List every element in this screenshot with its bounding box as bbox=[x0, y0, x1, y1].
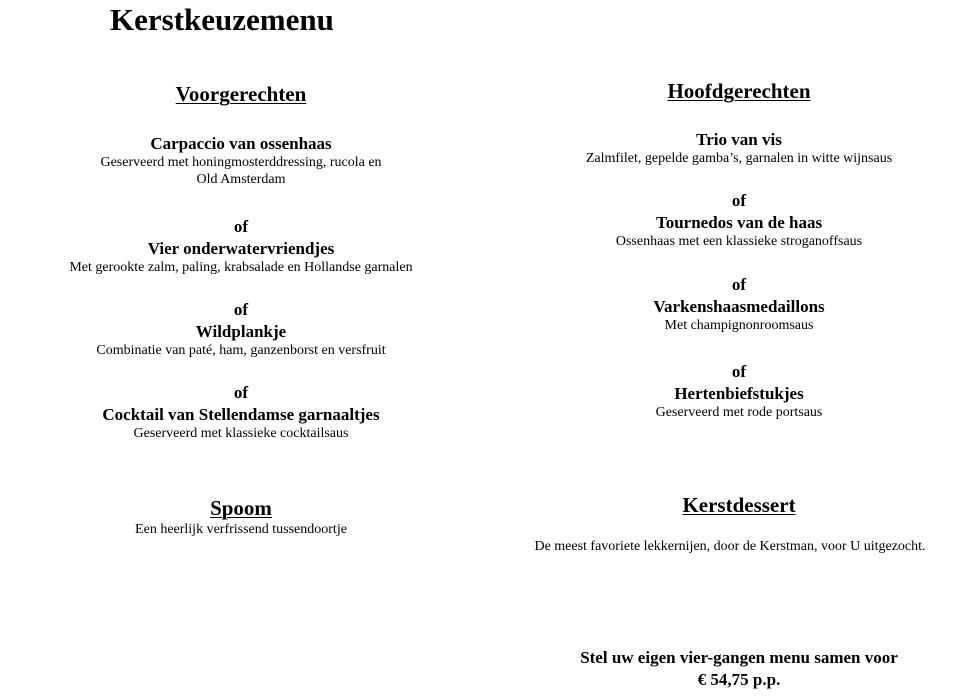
dish-description: Zalmfilet, gepelde gamba’s, garnalen in witte wijnsaus bbox=[585, 151, 893, 166]
dish-description: Met gerookte zalm, paling, krabsalade en Hollandse garnalen bbox=[69, 260, 413, 275]
separator-of: of bbox=[233, 300, 249, 319]
dish-description: Geserveerd met rode portsaus bbox=[655, 405, 823, 420]
dish-name: Cocktail van Stellendamse garnaaltjes bbox=[102, 405, 380, 424]
separator-of: of bbox=[233, 217, 249, 236]
voorgerecht-item-wildplankje bbox=[11, 300, 471, 359]
menu-title: Kerstkeuzemenu bbox=[110, 2, 334, 37]
dish-name: Vier onderwatervriendjes bbox=[147, 239, 335, 258]
spoom-heading: Spoom bbox=[210, 496, 272, 520]
hoofdgerecht-item-varkenshaas bbox=[509, 275, 969, 334]
dish-name: Tournedos van de haas bbox=[655, 213, 823, 232]
voorgerecht-item-onderwatervriendjes bbox=[11, 217, 471, 276]
hoofdgerecht-item-hertenbiefstukjes bbox=[509, 362, 969, 421]
hoofdgerecht-item-trio-van-vis bbox=[509, 130, 969, 167]
separator-of: of bbox=[731, 191, 747, 210]
dish-name: Trio van vis bbox=[696, 130, 782, 149]
kerstdessert-heading: Kerstdessert bbox=[682, 493, 796, 517]
dish-name: Wildplankje bbox=[195, 322, 287, 341]
dish-name: Hertenbiefstukjes bbox=[674, 384, 804, 403]
dish-description: Old Amsterdam bbox=[196, 172, 286, 187]
price-intro: Stel uw eigen vier-gangen menu samen voor bbox=[580, 648, 898, 667]
separator-of: of bbox=[731, 362, 747, 381]
hoofdgerechten-heading: Hoofdgerechten bbox=[667, 79, 811, 103]
kerstdessert-description: De meest favoriete lekkernijen, door de Kerstman, voor U uitgezocht. bbox=[534, 539, 926, 554]
dish-description: Geserveerd met honingmosterddressing, rucola en bbox=[100, 155, 382, 170]
voorgerecht-item-carpaccio bbox=[11, 134, 471, 188]
dish-description: Geserveerd met klassieke cocktailsaus bbox=[133, 426, 349, 441]
dish-description: Combinatie van paté, ham, ganzenborst en versfruit bbox=[96, 343, 386, 358]
price-footer bbox=[509, 647, 969, 691]
voorgerecht-item-cocktail bbox=[11, 383, 471, 442]
spoom-description: Een heerlijk verfrissend tussendoortje bbox=[135, 522, 347, 537]
dish-name: Carpaccio van ossenhaas bbox=[150, 134, 332, 153]
separator-of: of bbox=[233, 383, 249, 402]
hoofdgerecht-item-tournedos bbox=[509, 191, 969, 250]
dish-description: Ossenhaas met een klassieke stroganoffsaus bbox=[615, 234, 863, 249]
dish-name: Varkenshaasmedaillons bbox=[653, 297, 825, 316]
price-amount: € 54,75 p.p. bbox=[697, 670, 781, 689]
voorgerechten-heading: Voorgerechten bbox=[175, 82, 307, 106]
dish-description: Met champignonroomsaus bbox=[664, 318, 814, 333]
separator-of: of bbox=[731, 275, 747, 294]
